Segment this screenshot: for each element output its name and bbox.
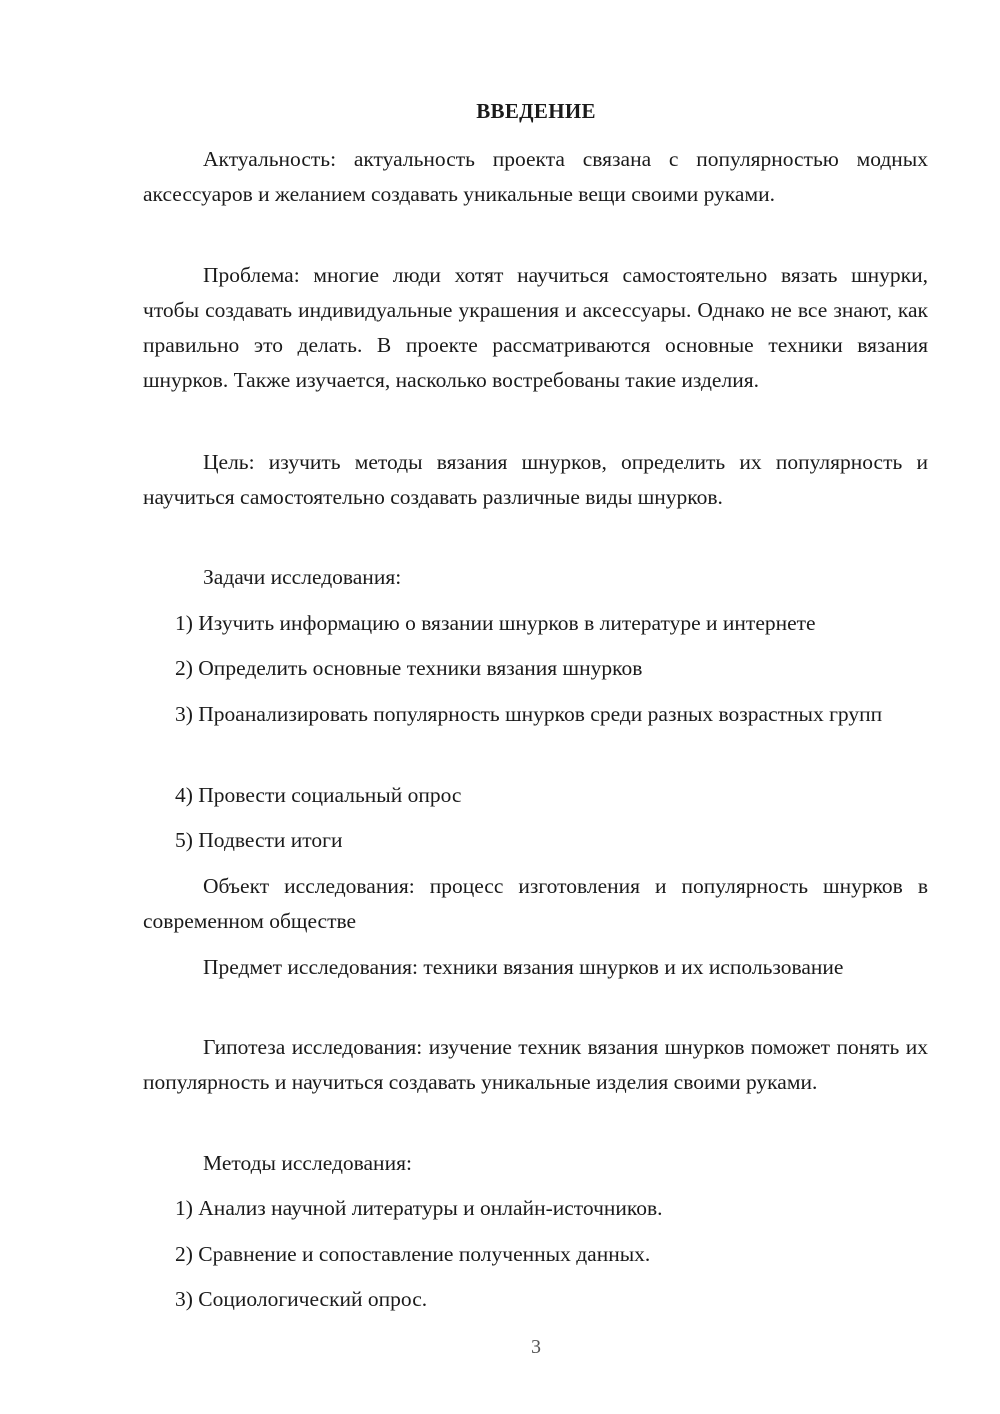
object-paragraph: Объект исследования: процесс изготовления и популярность шнурков в современном обществе (143, 874, 928, 933)
problem-paragraph: Проблема: многие люди хотят научиться самостоятельно вязать шнурки, чтобы создавать индивидуальные украшения и аксессуары. Однако не все знают, как правильно это делать. В проекте рассматриваются основные техники вязания шнурков. Также изучается, насколько востребованы такие изделия. (143, 263, 928, 392)
page-number: 3 (531, 1336, 541, 1358)
method-item-1: 1) Анализ научной литературы и онлайн-источников. (175, 1196, 663, 1220)
methods-heading: Методы исследования: (203, 1151, 412, 1175)
task-item-3: 3) Проанализировать популярность шнурков среди разных возрастных групп (175, 702, 883, 726)
task-item-1: 1) Изучить информацию о вязании шнурков в литературе и интернете (175, 611, 816, 635)
relevance-paragraph: Актуальность: актуальность проекта связана с популярностью модных аксессуаров и желанием создавать уникальные вещи своими руками. (143, 147, 928, 206)
section-title: ВВЕДЕНИЕ (476, 99, 596, 123)
task-item-5: 5) Подвести итоги (175, 828, 343, 852)
subject-paragraph: Предмет исследования: техники вязания шнурков и их использование (203, 955, 844, 979)
hypothesis-paragraph: Гипотеза исследования: изучение техник вязания шнурков поможет понять их популярность и научиться создавать уникальные изделия своими руками. (143, 1035, 928, 1094)
tasks-heading: Задачи исследования: (203, 565, 402, 589)
method-item-2: 2) Сравнение и сопоставление полученных данных. (175, 1242, 651, 1266)
method-item-3: 3) Социологический опрос. (175, 1287, 428, 1311)
goal-paragraph: Цель: изучить методы вязания шнурков, определить их популярность и научиться самостоятельно создавать различные виды шнурков. (143, 450, 928, 509)
task-item-4: 4) Провести социальный опрос (175, 783, 462, 807)
task-item-2: 2) Определить основные техники вязания шнурков (175, 656, 643, 680)
